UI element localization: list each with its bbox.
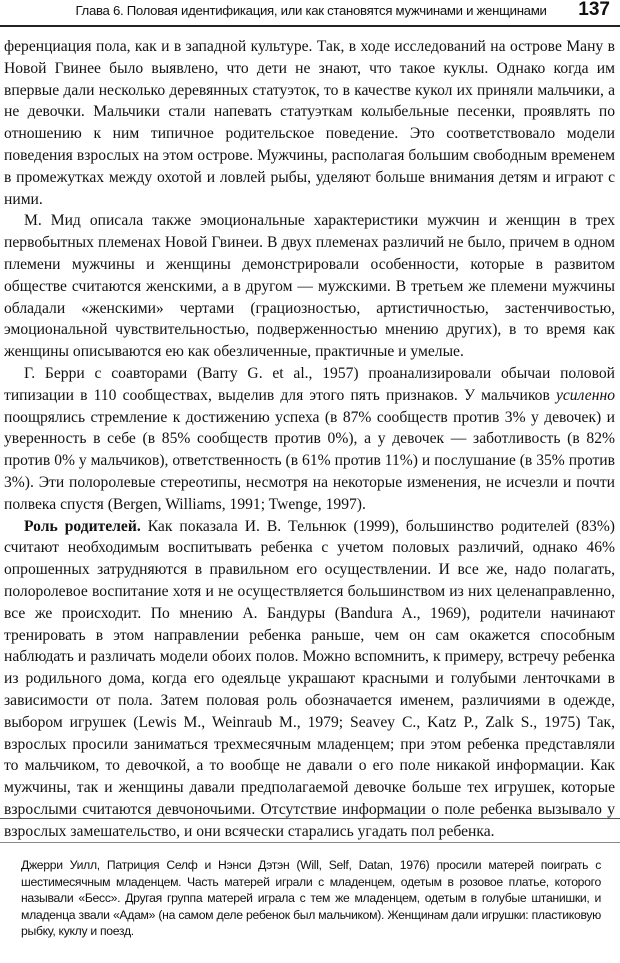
running-header bbox=[0, 0, 620, 26]
sidebar-box-text: Джерри Уилл, Патриция Селф и Нэнси Дэтэн (Will, Self, Datan, 1976) просили матерей поиграть с шестимесячным младенцем. Часть матерей играли с младенцем, одетым в розовое платье, которого называли «Бесс». Другая группа матерей играла с тем же младенцем, одетым в голубые штанишки, и младенца звали «Адам» (на самом деле ребенок был мальчиком). Женщинам дали игрушки: пластиковую рыбку, куклу и поезд. bbox=[21, 858, 601, 938]
header-rule bbox=[0, 25, 620, 27]
main-text bbox=[4, 36, 615, 842]
section-heading-inline: Роль родителей. bbox=[24, 517, 141, 535]
paragraph-2: М. Мид описала также эмоциональные характеристики мужчин и женщин в трех первобытных племенах Новой Гвинеи. В двух племенах различий не было, причем в одном племени мужчины и женщины демонстрировали особенности, которые в развитом обществе считаются женскими, а в другом — мужскими. В третьем же племени мужчины обладали «женскими» чертами (грациозностью, артистичностью, застенчивостью, эмоциональной чувствительностью, подверженностью мнению других), в то время как женщины описываются ею как обезличенные, практичные и умелые. bbox=[4, 212, 615, 361]
sidebar-box bbox=[0, 842, 620, 951]
section-divider bbox=[0, 818, 620, 819]
paragraph-3-end: поощрялись стремление к достижению успеха (в 87% сообществ против 3% у девочек) и уверенность в себе (в 85% сообществ против 0%), а у девочек — заботливость (в 82% против 0% у мальчиков), ответственность (в 61% против 11%) и послушание (в 35% против 3%). Эти полоролевые стереотипы, несмотря на некоторые изменения, не исчезли и почти полвека спустя (Bergen, Williams, 1991; Twenge, 1997). bbox=[4, 408, 615, 513]
paragraph-1: ференциация пола, как и в западной культуре. Так, в ходе исследований на острове Ману в Новой Гвинее было выявлено, что дети не знают, что такое куклы. Однако когда им впервые дали несколько деревянных статуэток, то в качестве кукол их приняли мальчики, а не девочки. Мальчики стали напевать статуэткам колыбельные песенки, проявлять по отношению к ним типичное родительское поведение. Это соответствовало модели поведения взрослых на этом острове. Мужчины, располагая большим свободным временем в промежутках между охотой и ловлей рыбы, уделяют больше внимания детям и играют с ними. bbox=[4, 38, 615, 208]
paragraph-3-start: Г. Берри с соавторами (Barry G. et al., 1957) проанализировали обычаи половой типизации в 110 сообществах, выделив для этого пять признаков. У мальчиков bbox=[4, 364, 615, 404]
emphasis-italic: усиленно bbox=[555, 386, 615, 404]
paragraph-4-text: Как показала И. В. Тельнюк (1999), большинство родителей (83%) считают необходимым воспитывать ребенка с учетом половых различий, однако 46% опрошенных затрудняются в правильном его осуществлении. И все же, надо полагать, полоролевое воспитание хотя и не осуществляется большинством из них целенаправленно, все же происходит. По мнению А. Бандуры (Bandura A., 1969), родители начинают тренировать в этом направлении ребенка раньше, чем он сам окажется способным наблюдать и различать модели обоих полов. Можно вспомнить, к примеру, встречу ребенка из родильного дома, когда его одеяльце украшают красными и голубыми ленточками в зависимости от пола. Затем половая роль обозначается именем, различиями в одежде, выбором игрушек (Lewis M., Weinraub M., 1979; Seavey C., Katz P., Zalk S., 1975) Так, взрослых просили заниматься трехмесячным младенцем; при этом ребенка представляли то мальчиком, то девочкой, а то вообще не давали о его поле никакой информации. Как мужчины, так и женщины давали предполагаемой девочке больше тех игрушек, которые взрослыми считаются девчоночьими. Отсутствие информации о поле ребенка вызывало у взрослых замешательство, и они всячески старались угадать пол ребенка. bbox=[4, 517, 615, 840]
paragraph-3 bbox=[4, 363, 615, 516]
page-number: 137 bbox=[578, 0, 610, 20]
paragraph-4 bbox=[4, 516, 615, 843]
chapter-title: Глава 6. Половая идентификация, или как становятся мужчинами и женщинами bbox=[75, 3, 547, 18]
